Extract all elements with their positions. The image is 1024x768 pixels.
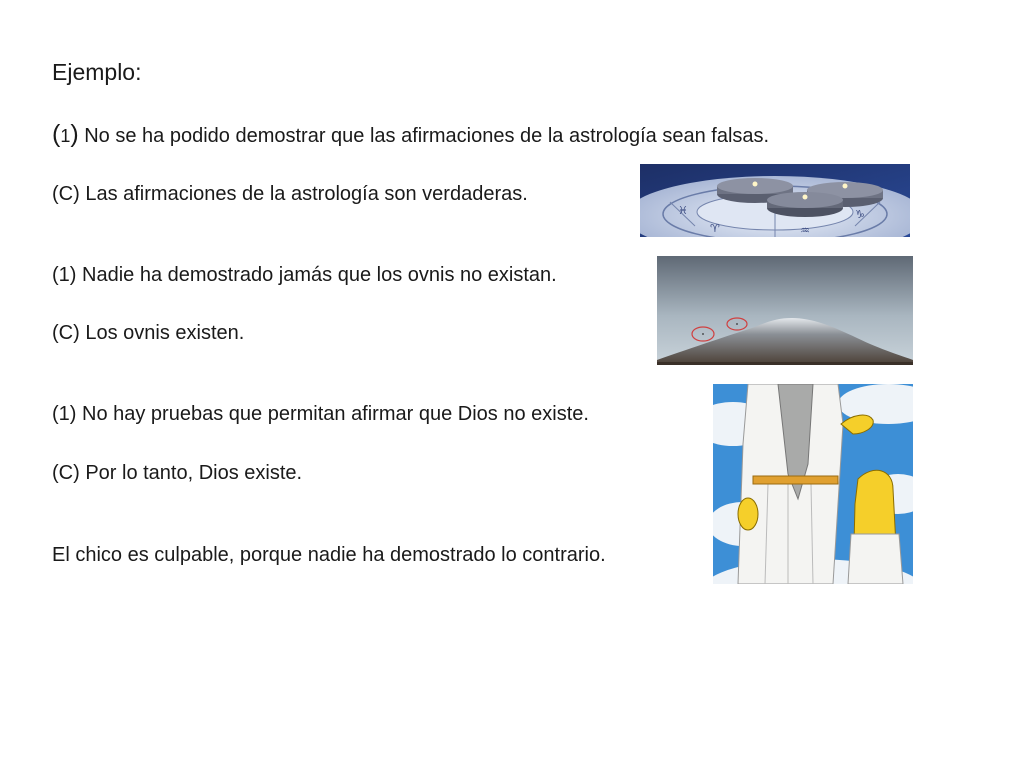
conclusion-text: Los ovnis existen. (79, 322, 245, 344)
premise-marker: (1) (52, 403, 77, 425)
conclusion-marker: (C) (52, 183, 80, 205)
premise-text: Nadie ha demostrado jamás que los ovnis no existan. (76, 264, 557, 286)
premise-text: No hay pruebas que permitan afirmar que Dios no existe. (76, 403, 589, 425)
conclusion-astrology (52, 182, 528, 206)
premise-astrology (52, 122, 769, 148)
closing-example: El chico es culpable, porque nadie ha demostrado lo contrario. (52, 544, 606, 566)
svg-text:♓: ♓ (678, 204, 688, 217)
conclusion-marker: (C) (52, 462, 80, 484)
conclusion-god (52, 461, 302, 485)
slide-heading: Ejemplo: (52, 59, 142, 85)
premise-text: No se ha podido demostrar que las afirmaciones de la astrología sean falsas. (78, 125, 770, 147)
ufo-mountain-image (657, 256, 913, 365)
svg-text:♒: ♒ (800, 224, 810, 237)
cartoon-god-image (713, 384, 913, 584)
premise-marker: (1) (52, 120, 79, 148)
conclusion-text: Las afirmaciones de la astrología son verdaderas. (79, 183, 528, 205)
conclusion-ufo (52, 321, 244, 345)
premise-god (52, 402, 589, 426)
astrology-candles-image (640, 164, 910, 237)
svg-text:♑: ♑ (855, 208, 865, 221)
svg-text:♈: ♈ (710, 222, 720, 235)
conclusion-text: Por lo tanto, Dios existe. (79, 462, 303, 484)
conclusion-marker: (C) (52, 322, 80, 344)
premise-ufo (52, 263, 557, 287)
premise-marker: (1) (52, 264, 77, 286)
